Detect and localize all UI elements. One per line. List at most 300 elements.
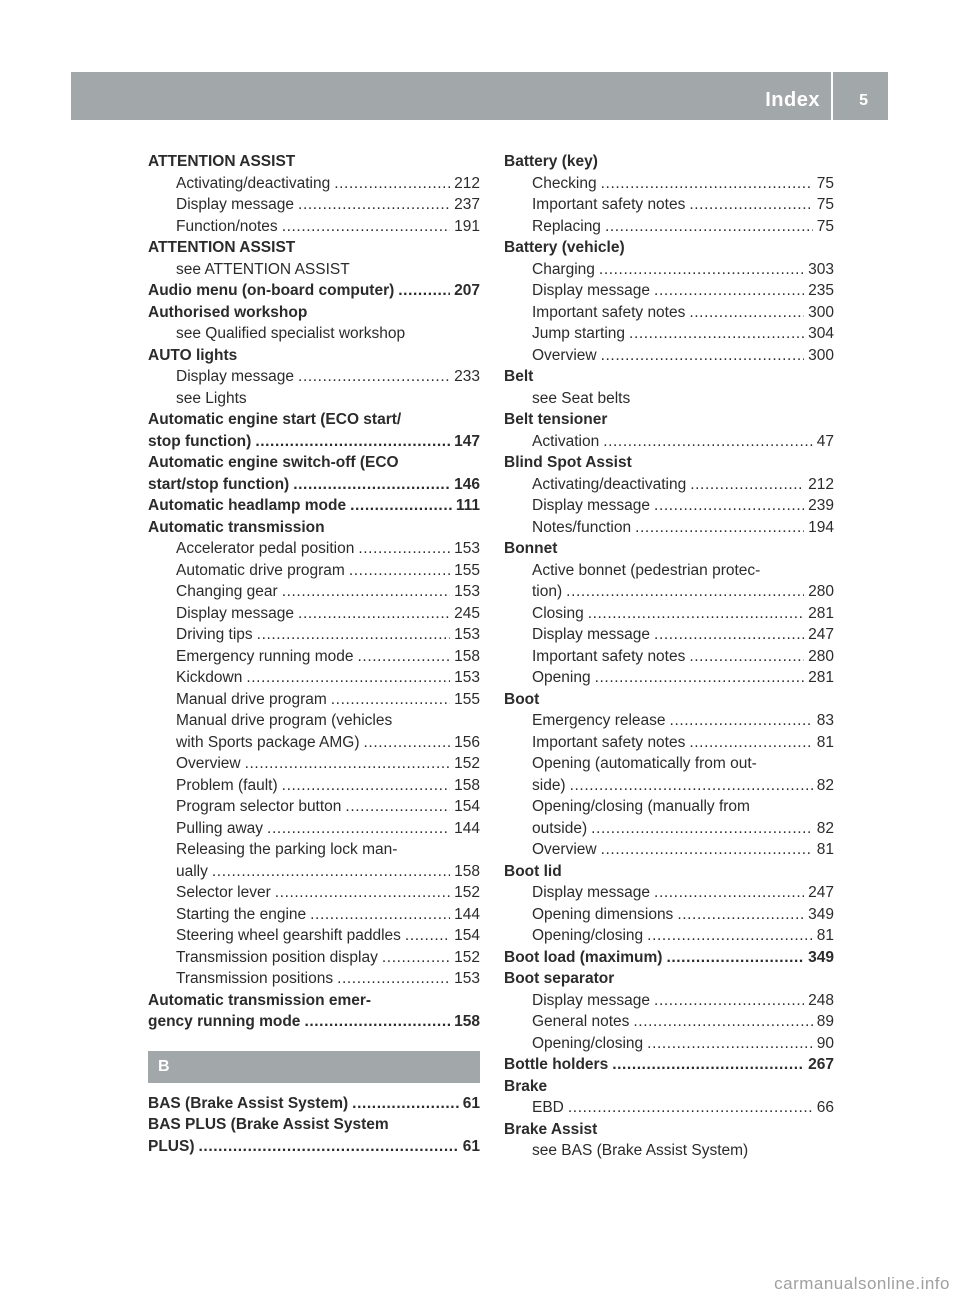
entry-label: Opening: [532, 669, 591, 686]
page-reference: 153: [454, 540, 480, 557]
entry-label: PLUS): [148, 1137, 195, 1155]
dot-leader: [603, 431, 813, 453]
dot-leader: [654, 624, 804, 646]
index-subentry: [148, 882, 480, 904]
entry-label: Boot separator: [504, 970, 615, 987]
index-subentry: [504, 904, 834, 926]
index-subentry: [504, 646, 834, 668]
entry-label: Automatic transmission emer-: [148, 991, 372, 1009]
dot-leader: [358, 646, 451, 668]
page-reference: 154: [454, 798, 480, 815]
entry-label: Authorised workshop: [148, 303, 308, 321]
entry-label: Transmission position display: [176, 948, 378, 966]
page-reference: 300: [808, 303, 834, 321]
page-reference: 147: [454, 432, 480, 450]
index-subentry: [504, 517, 834, 539]
page-reference: 194: [808, 518, 834, 536]
page-reference: 247: [808, 884, 834, 901]
dot-leader: [629, 323, 804, 345]
page-reference: 267: [808, 1056, 834, 1073]
entry-label: Display message: [532, 884, 651, 901]
entry-label: Belt tensioner: [504, 411, 608, 428]
dot-leader: [310, 904, 450, 926]
index-entry: [148, 990, 480, 1012]
entry-label: Blind Spot Assist: [504, 454, 632, 471]
index-entry: [148, 474, 480, 496]
page-reference: 280: [808, 647, 834, 665]
page-reference: 152: [454, 755, 480, 772]
entry-label: Important safety notes: [532, 733, 686, 751]
index-entry: [148, 1093, 480, 1115]
entry-label: General notes: [532, 1013, 630, 1030]
entry-label: Replacing: [532, 217, 601, 235]
index-entry: [148, 517, 480, 539]
index-subentry: [504, 882, 834, 904]
page-reference: 152: [454, 948, 480, 966]
page-reference: 235: [808, 282, 834, 299]
entry-label: Overview: [532, 841, 597, 858]
dot-leader: [298, 603, 450, 625]
entry-label: Opening/closing (manually from: [532, 798, 750, 815]
index-entry: [504, 1119, 834, 1141]
entry-label: Bottle holders: [504, 1056, 609, 1073]
index-subentry: [504, 1140, 834, 1162]
index-subentry: [504, 624, 834, 646]
watermark: carmanualsonline.info: [774, 1274, 950, 1293]
entry-label: Manual drive program (vehicles: [176, 712, 393, 729]
dot-leader: [212, 861, 450, 883]
page-reference: 153: [454, 970, 480, 987]
dot-leader: [690, 474, 804, 496]
page-reference: 158: [454, 776, 480, 794]
entry-label: EBD: [532, 1099, 564, 1116]
page-reference: 90: [816, 1034, 834, 1052]
index-subentry: [148, 689, 480, 711]
index-entry: [148, 345, 480, 367]
dot-leader: [689, 302, 804, 324]
page-reference: 245: [454, 604, 480, 622]
page-reference: 247: [808, 626, 834, 643]
entry-label: tion): [532, 583, 563, 600]
entry-label: Important safety notes: [532, 196, 686, 213]
entry-label: Function/notes: [176, 217, 278, 235]
entry-label: Overview: [532, 346, 597, 364]
entry-label: Display message: [532, 282, 651, 299]
page-reference: 207: [454, 282, 480, 299]
dot-leader: [199, 1136, 459, 1158]
page-reference: 155: [454, 561, 480, 579]
entry-label: Automatic drive program: [176, 561, 345, 579]
index-entry: [148, 1011, 480, 1033]
section-letter-bar: B: [148, 1051, 480, 1083]
index-entry: [504, 538, 834, 560]
dot-leader: [612, 1054, 804, 1076]
entry-label: side): [532, 776, 566, 794]
page-reference: 75: [816, 196, 834, 213]
page-reference: 154: [454, 927, 480, 944]
entry-label: BAS (Brake Assist System): [148, 1094, 349, 1112]
entry-label: ATTENTION ASSIST: [148, 239, 296, 256]
entry-label: start/stop function): [148, 475, 290, 493]
dot-leader: [331, 689, 450, 711]
page-reference: 281: [808, 604, 834, 622]
page-reference: 152: [454, 884, 480, 901]
entry-label: Releasing the parking lock man-: [176, 841, 398, 858]
index-entry: [148, 495, 480, 517]
page-reference: 61: [462, 1094, 480, 1112]
index-subentry: [148, 581, 480, 603]
page-reference: 82: [816, 776, 834, 794]
index-subentry: [148, 710, 480, 732]
index-subentry: [504, 495, 834, 517]
index-subentry: [504, 302, 834, 324]
page-reference: 144: [454, 819, 480, 837]
page-reference: 304: [808, 325, 834, 342]
page-reference: 75: [816, 174, 834, 192]
index-subentry: [148, 603, 480, 625]
index-entry: [504, 689, 834, 711]
entry-label: Opening dimensions: [532, 905, 674, 923]
entry-label: Automatic headlamp mode: [148, 497, 347, 514]
dot-leader: [358, 538, 450, 560]
header-title: Index: [765, 89, 820, 111]
entry-label: Audio menu (on-board computer): [148, 282, 395, 299]
page-reference: 75: [816, 217, 834, 235]
index-subentry: [504, 925, 834, 947]
dot-leader: [647, 1033, 813, 1055]
page-reference: 153: [454, 626, 480, 643]
entry-label: Automatic engine start (ECO start/: [148, 411, 402, 428]
page-reference: 83: [816, 712, 834, 729]
page-reference: 61: [462, 1137, 480, 1155]
entry-label: Brake Assist: [504, 1120, 598, 1138]
page-number: 5: [859, 92, 868, 109]
index-subentry: [504, 173, 834, 195]
index-subentry: [148, 904, 480, 926]
dot-leader: [588, 603, 804, 625]
entry-label: BAS PLUS (Brake Assist System: [148, 1116, 389, 1133]
index-subentry: [148, 388, 480, 410]
page-reference: 212: [454, 174, 480, 192]
dot-leader: [570, 775, 813, 797]
entry-label: see Lights: [176, 389, 247, 407]
dot-leader: [298, 194, 450, 216]
entry-label: Emergency release: [532, 712, 666, 729]
index-subentry: [504, 710, 834, 732]
index-subentry: [148, 173, 480, 195]
entry-label: Important safety notes: [532, 647, 686, 665]
index-subentry: [504, 323, 834, 345]
dot-leader: [635, 517, 804, 539]
entry-label: Pulling away: [176, 819, 264, 837]
dot-leader: [282, 581, 450, 603]
entry-label: with Sports package AMG): [176, 733, 360, 751]
dot-leader: [405, 925, 450, 947]
index-subentry: [148, 925, 480, 947]
entry-label: Display message: [532, 497, 651, 514]
index-subentry: [504, 732, 834, 754]
entry-label: Automatic engine switch-off (ECO: [148, 454, 399, 471]
index-entry: [148, 151, 480, 173]
entry-label: Notes/function: [532, 518, 632, 536]
entry-label: ually: [176, 862, 208, 880]
page-reference: 191: [454, 217, 480, 235]
dot-leader: [670, 710, 813, 732]
index-subentry: [148, 216, 480, 238]
index-header-bar: [71, 72, 888, 120]
page-reference: 212: [808, 475, 834, 493]
entry-label: Driving tips: [176, 626, 253, 643]
index-subentry: [148, 194, 480, 216]
page-reference: 349: [808, 948, 834, 966]
index-subentry: [504, 474, 834, 496]
index-subentry: [148, 775, 480, 797]
index-subentry: [148, 968, 480, 990]
index-subentry: [148, 538, 480, 560]
dot-leader: [350, 495, 452, 517]
dot-leader: [633, 1011, 812, 1033]
entry-label: Display message: [532, 991, 651, 1009]
entry-label: AUTO lights: [148, 346, 238, 364]
page-reference: 144: [454, 905, 480, 923]
entry-label: Boot: [504, 690, 540, 708]
index-subentry: [504, 775, 834, 797]
index-subentry: [504, 839, 834, 861]
dot-leader: [654, 280, 804, 302]
entry-label: Activation: [532, 432, 600, 450]
page-reference: 237: [454, 196, 480, 213]
index-subentry: [504, 1097, 834, 1119]
dot-leader: [298, 366, 450, 388]
entry-label: see BAS (Brake Assist System): [532, 1142, 749, 1159]
entry-label: ATTENTION ASSIST: [148, 153, 296, 170]
dot-leader: [647, 925, 813, 947]
dot-leader: [364, 732, 451, 754]
entry-label: see Qualified specialist workshop: [176, 325, 406, 342]
dot-leader: [689, 646, 804, 668]
entry-label: Selector lever: [176, 884, 271, 901]
page-reference: 82: [816, 819, 834, 837]
page-reference: 156: [454, 733, 480, 751]
entry-label: Manual drive program: [176, 690, 327, 708]
index-subentry: [504, 259, 834, 281]
index-entry: [504, 861, 834, 883]
page-reference: 81: [816, 841, 834, 858]
entry-label: Closing: [532, 604, 584, 622]
entry-label: Belt: [504, 368, 534, 385]
dot-leader: [398, 280, 450, 302]
page-reference: 300: [808, 346, 834, 364]
index-subentry: [504, 216, 834, 238]
dot-leader: [352, 1093, 459, 1115]
index-entry: [504, 409, 834, 431]
dot-leader: [282, 775, 450, 797]
index-subentry: [504, 194, 834, 216]
entry-label: Brake: [504, 1077, 548, 1095]
index-subentry: [148, 839, 480, 861]
index-subentry: [148, 259, 480, 281]
index-subentry: [148, 646, 480, 668]
entry-label: Overview: [176, 755, 241, 772]
index-subentry: [504, 990, 834, 1012]
entry-label: gency running mode: [148, 1013, 301, 1030]
index-subentry: [504, 753, 834, 775]
dot-leader: [255, 431, 450, 453]
dot-leader: [246, 667, 450, 689]
dot-leader: [595, 667, 805, 689]
page-reference: 146: [454, 475, 480, 493]
index-entry: [148, 452, 480, 474]
index-subentry: [148, 560, 480, 582]
entry-label: Jump starting: [532, 325, 626, 342]
index-subentry: [148, 366, 480, 388]
dot-leader: [345, 796, 450, 818]
dot-leader: [382, 947, 450, 969]
dot-leader: [245, 753, 451, 775]
index-entry: [148, 302, 480, 324]
page-reference: 233: [454, 368, 480, 385]
entry-label: Transmission positions: [176, 970, 334, 987]
index-entry: [504, 1076, 834, 1098]
dot-leader: [666, 947, 804, 969]
entry-label: Starting the engine: [176, 905, 307, 923]
dot-leader: [293, 474, 450, 496]
header-separator: [831, 72, 833, 120]
index-subentry: [504, 581, 834, 603]
page-reference: 153: [454, 669, 480, 686]
entry-label: Changing gear: [176, 583, 278, 600]
index-entry: [148, 409, 480, 431]
dot-leader: [654, 882, 804, 904]
index-entry: [504, 151, 834, 173]
page-reference: 47: [816, 432, 834, 450]
dot-leader: [601, 173, 813, 195]
dot-leader: [689, 732, 812, 754]
page-reference: 349: [808, 905, 834, 923]
page-reference: 155: [454, 690, 480, 708]
entry-label: Display message: [532, 626, 651, 643]
entry-label: Activating/deactivating: [532, 475, 687, 493]
page-reference: 281: [808, 669, 834, 686]
page-reference: 239: [808, 497, 834, 514]
dot-leader: [257, 624, 450, 646]
index-subentry: [148, 753, 480, 775]
dot-leader: [282, 216, 450, 238]
entry-label: Problem (fault): [176, 776, 278, 794]
entry-label: Opening/closing: [532, 1034, 644, 1052]
index-subentry: [504, 560, 834, 582]
entry-label: Boot lid: [504, 862, 562, 880]
entry-label: Accelerator pedal position: [176, 540, 355, 557]
index-subentry: [148, 796, 480, 818]
index-entry: [504, 1054, 834, 1076]
index-subentry: [504, 345, 834, 367]
dot-leader: [689, 194, 812, 216]
index-entry: [504, 968, 834, 990]
dot-leader: [267, 818, 450, 840]
entry-label: Kickdown: [176, 669, 243, 686]
entry-label: Emergency running mode: [176, 647, 354, 665]
page-reference: 111: [455, 497, 480, 514]
entry-label: Display message: [176, 604, 295, 622]
entry-label: see Seat belts: [532, 389, 631, 407]
index-entry: [504, 452, 834, 474]
entry-label: Activating/deactivating: [176, 174, 331, 192]
index-entry: [504, 237, 834, 259]
page-reference: 303: [808, 260, 834, 278]
index-column-left: [148, 151, 480, 1157]
entry-label: Charging: [532, 260, 595, 278]
index-subentry: [504, 1011, 834, 1033]
entry-label: Battery (key): [504, 153, 598, 170]
dot-leader: [275, 882, 450, 904]
index-subentry: [504, 603, 834, 625]
index-subentry: [504, 667, 834, 689]
entry-label: Checking: [532, 174, 597, 192]
dot-leader: [349, 560, 450, 582]
entry-label: Automatic transmission: [148, 518, 325, 536]
page-reference: 158: [454, 862, 480, 880]
page-reference: 81: [816, 927, 834, 944]
dot-leader: [599, 259, 804, 281]
index-subentry: [504, 1033, 834, 1055]
dot-leader: [337, 968, 450, 990]
entry-label: Opening/closing: [532, 927, 644, 944]
page-reference: 81: [816, 733, 834, 751]
dot-leader: [654, 990, 804, 1012]
page-reference: 248: [808, 991, 834, 1009]
index-subentry: [504, 431, 834, 453]
entry-label: Bonnet: [504, 540, 558, 557]
entry-label: Display message: [176, 368, 295, 385]
entry-label: outside): [532, 819, 588, 837]
index-subentry: [504, 280, 834, 302]
dot-leader: [601, 345, 805, 367]
index-entry: [148, 237, 480, 259]
index-column-right: [504, 151, 834, 1162]
index-subentry: [504, 796, 834, 818]
index-entry: [148, 1136, 480, 1158]
dot-leader: [605, 216, 813, 238]
page-reference: 158: [454, 1013, 480, 1030]
entry-label: Display message: [176, 196, 295, 213]
index-subentry: [148, 732, 480, 754]
index-entry: [504, 947, 834, 969]
page-reference: 89: [816, 1013, 834, 1030]
dot-leader: [654, 495, 804, 517]
entry-label: Active bonnet (pedestrian protec-: [532, 561, 761, 579]
index-entry: [148, 431, 480, 453]
entry-label: stop function): [148, 432, 252, 450]
dot-leader: [601, 839, 813, 861]
index-subentry: [148, 624, 480, 646]
page-reference: 280: [808, 583, 834, 600]
dot-leader: [677, 904, 804, 926]
page-reference: 153: [454, 583, 480, 600]
dot-leader: [566, 581, 804, 603]
entry-label: Steering wheel gearshift paddles: [176, 927, 401, 944]
page-reference: 66: [816, 1099, 834, 1116]
index-entry: [504, 366, 834, 388]
entry-label: Program selector button: [176, 798, 342, 815]
entry-label: Opening (automatically from out-: [532, 755, 757, 772]
index-entry: [148, 1114, 480, 1136]
index-entry: [148, 280, 480, 302]
index-subentry: [148, 818, 480, 840]
index-subentry: [148, 947, 480, 969]
index-subentry: [504, 818, 834, 840]
entry-label: see ATTENTION ASSIST: [176, 260, 350, 278]
